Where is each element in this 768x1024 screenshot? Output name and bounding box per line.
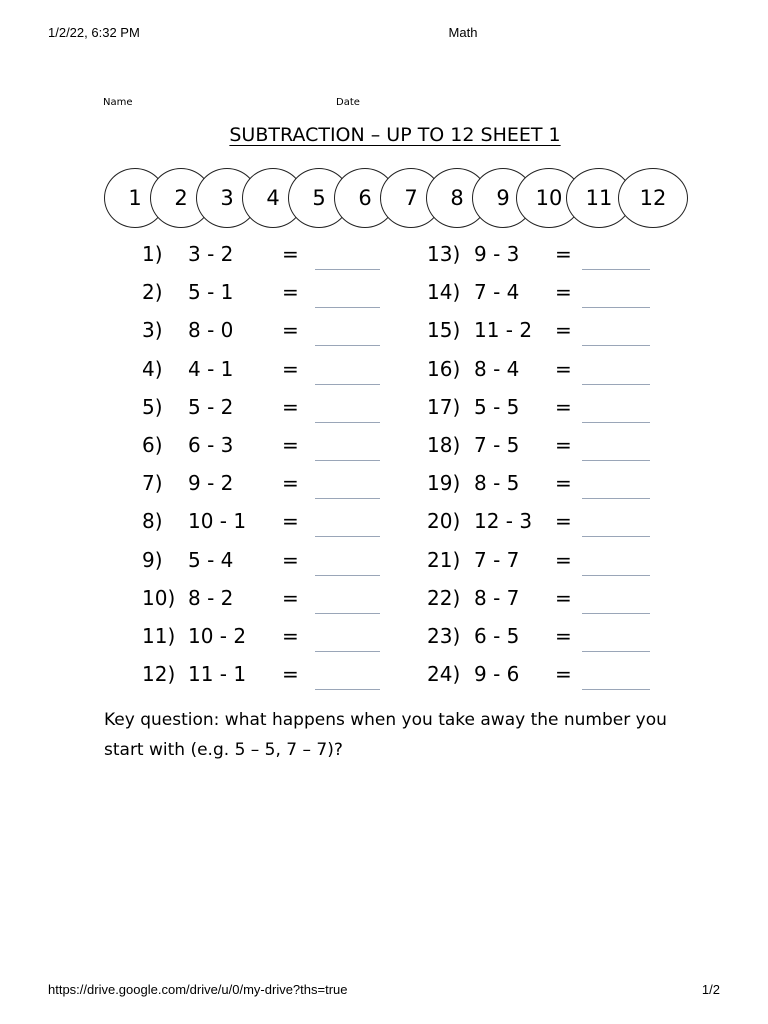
equals-sign: = xyxy=(282,433,299,457)
problem-number: 17) xyxy=(427,395,461,419)
equals-sign: = xyxy=(555,357,572,381)
problem-expression: 11 - 1 xyxy=(188,662,247,686)
key-question: Key question: what happens when you take away the number you start with (e.g. 5 – 5, 7 – 7)? xyxy=(104,710,667,760)
number-circle: 9 xyxy=(472,168,534,228)
page-number: 1/2 xyxy=(701,982,720,997)
answer-blank[interactable] xyxy=(582,384,650,385)
equals-sign: = xyxy=(555,471,572,495)
answer-blank[interactable] xyxy=(582,689,650,690)
print-url: https://drive.google.com/drive/u/0/my-drive?ths=true xyxy=(48,982,348,997)
problem-number: 18) xyxy=(427,433,461,457)
problem-expression: 8 - 7 xyxy=(474,586,520,610)
equals-sign: = xyxy=(282,395,299,419)
problem-expression: 10 - 1 xyxy=(188,509,247,533)
number-circle: 6 xyxy=(334,168,396,228)
answer-blank[interactable] xyxy=(315,536,380,537)
problem-number: 7) xyxy=(142,471,163,495)
problem-expression: 4 - 1 xyxy=(188,357,234,381)
problem-number: 6) xyxy=(142,433,163,457)
sheet-title: SUBTRACTION – UP TO 12 SHEET 1 xyxy=(229,124,561,146)
problem-expression: 5 - 2 xyxy=(188,395,234,419)
answer-blank[interactable] xyxy=(315,613,380,614)
problem-number: 3) xyxy=(142,318,163,342)
problem-expression: 3 - 2 xyxy=(188,242,234,266)
problem-expression: 8 - 0 xyxy=(188,318,234,342)
number-circle: 3 xyxy=(196,168,258,228)
problem-expression: 7 - 5 xyxy=(474,433,520,457)
answer-blank[interactable] xyxy=(315,345,380,346)
problem-expression: 8 - 5 xyxy=(474,471,520,495)
answer-blank[interactable] xyxy=(582,422,650,423)
problem-number: 22) xyxy=(427,586,461,610)
answer-blank[interactable] xyxy=(315,651,380,652)
equals-sign: = xyxy=(555,242,572,266)
equals-sign: = xyxy=(555,548,572,572)
number-circle: 11 xyxy=(566,168,632,228)
problem-number: 19) xyxy=(427,471,461,495)
problem-expression: 9 - 2 xyxy=(188,471,234,495)
answer-blank[interactable] xyxy=(315,689,380,690)
equals-sign: = xyxy=(282,471,299,495)
problem-expression: 5 - 1 xyxy=(188,280,234,304)
problem-expression: 11 - 2 xyxy=(474,318,533,342)
problem-number: 20) xyxy=(427,509,461,533)
answer-blank[interactable] xyxy=(582,498,650,499)
problem-expression: 9 - 6 xyxy=(474,662,520,686)
problem-number: 12) xyxy=(142,662,176,686)
problem-number: 8) xyxy=(142,509,163,533)
answer-blank[interactable] xyxy=(315,269,380,270)
answer-blank[interactable] xyxy=(582,345,650,346)
answer-blank[interactable] xyxy=(582,307,650,308)
answer-blank[interactable] xyxy=(315,422,380,423)
number-circle: 8 xyxy=(426,168,488,228)
problem-expression: 5 - 4 xyxy=(188,548,234,572)
answer-blank[interactable] xyxy=(582,269,650,270)
problem-expression: 7 - 7 xyxy=(474,548,520,572)
equals-sign: = xyxy=(282,662,299,686)
answer-blank[interactable] xyxy=(582,460,650,461)
problem-number: 4) xyxy=(142,357,163,381)
equals-sign: = xyxy=(555,586,572,610)
number-circle: 7 xyxy=(380,168,442,228)
problem-expression: 12 - 3 xyxy=(474,509,533,533)
answer-blank[interactable] xyxy=(315,307,380,308)
problem-number: 16) xyxy=(427,357,461,381)
equals-sign: = xyxy=(282,280,299,304)
problem-expression: 7 - 4 xyxy=(474,280,520,304)
number-circle: 4 xyxy=(242,168,304,228)
problem-number: 21) xyxy=(427,548,461,572)
equals-sign: = xyxy=(282,548,299,572)
print-datetime: 1/2/22, 6:32 PM xyxy=(48,25,140,40)
answer-blank[interactable] xyxy=(315,498,380,499)
equals-sign: = xyxy=(555,280,572,304)
problem-number: 14) xyxy=(427,280,461,304)
equals-sign: = xyxy=(555,624,572,648)
problem-number: 24) xyxy=(427,662,461,686)
equals-sign: = xyxy=(282,242,299,266)
number-circle: 1 xyxy=(104,168,166,228)
answer-blank[interactable] xyxy=(315,575,380,576)
problem-expression: 8 - 4 xyxy=(474,357,520,381)
problem-expression: 6 - 5 xyxy=(474,624,520,648)
equals-sign: = xyxy=(555,509,572,533)
equals-sign: = xyxy=(282,318,299,342)
problem-number: 2) xyxy=(142,280,163,304)
answer-blank[interactable] xyxy=(582,536,650,537)
answer-blank[interactable] xyxy=(315,384,380,385)
problem-number: 13) xyxy=(427,242,461,266)
date-label: Date xyxy=(336,97,360,108)
answer-blank[interactable] xyxy=(315,460,380,461)
number-circle: 2 xyxy=(150,168,212,228)
number-circle: 10 xyxy=(516,168,582,228)
problem-expression: 8 - 2 xyxy=(188,586,234,610)
problem-expression: 9 - 3 xyxy=(474,242,520,266)
equals-sign: = xyxy=(282,586,299,610)
problem-number: 23) xyxy=(427,624,461,648)
name-label: Name xyxy=(103,97,133,108)
problem-number: 9) xyxy=(142,548,163,572)
problem-expression: 6 - 3 xyxy=(188,433,234,457)
problem-number: 11) xyxy=(142,624,176,648)
problem-expression: 10 - 2 xyxy=(188,624,247,648)
equals-sign: = xyxy=(555,662,572,686)
print-title: Math xyxy=(448,25,478,40)
number-circle: 12 xyxy=(618,168,688,228)
equals-sign: = xyxy=(555,395,572,419)
problem-number: 10) xyxy=(142,586,176,610)
equals-sign: = xyxy=(282,357,299,381)
answer-blank[interactable] xyxy=(582,575,650,576)
equals-sign: = xyxy=(555,318,572,342)
equals-sign: = xyxy=(555,433,572,457)
equals-sign: = xyxy=(282,509,299,533)
problem-expression: 5 - 5 xyxy=(474,395,520,419)
problem-number: 15) xyxy=(427,318,461,342)
problem-number: 5) xyxy=(142,395,163,419)
number-circle: 5 xyxy=(288,168,350,228)
problem-number: 1) xyxy=(142,242,163,266)
equals-sign: = xyxy=(282,624,299,648)
answer-blank[interactable] xyxy=(582,651,650,652)
answer-blank[interactable] xyxy=(582,613,650,614)
